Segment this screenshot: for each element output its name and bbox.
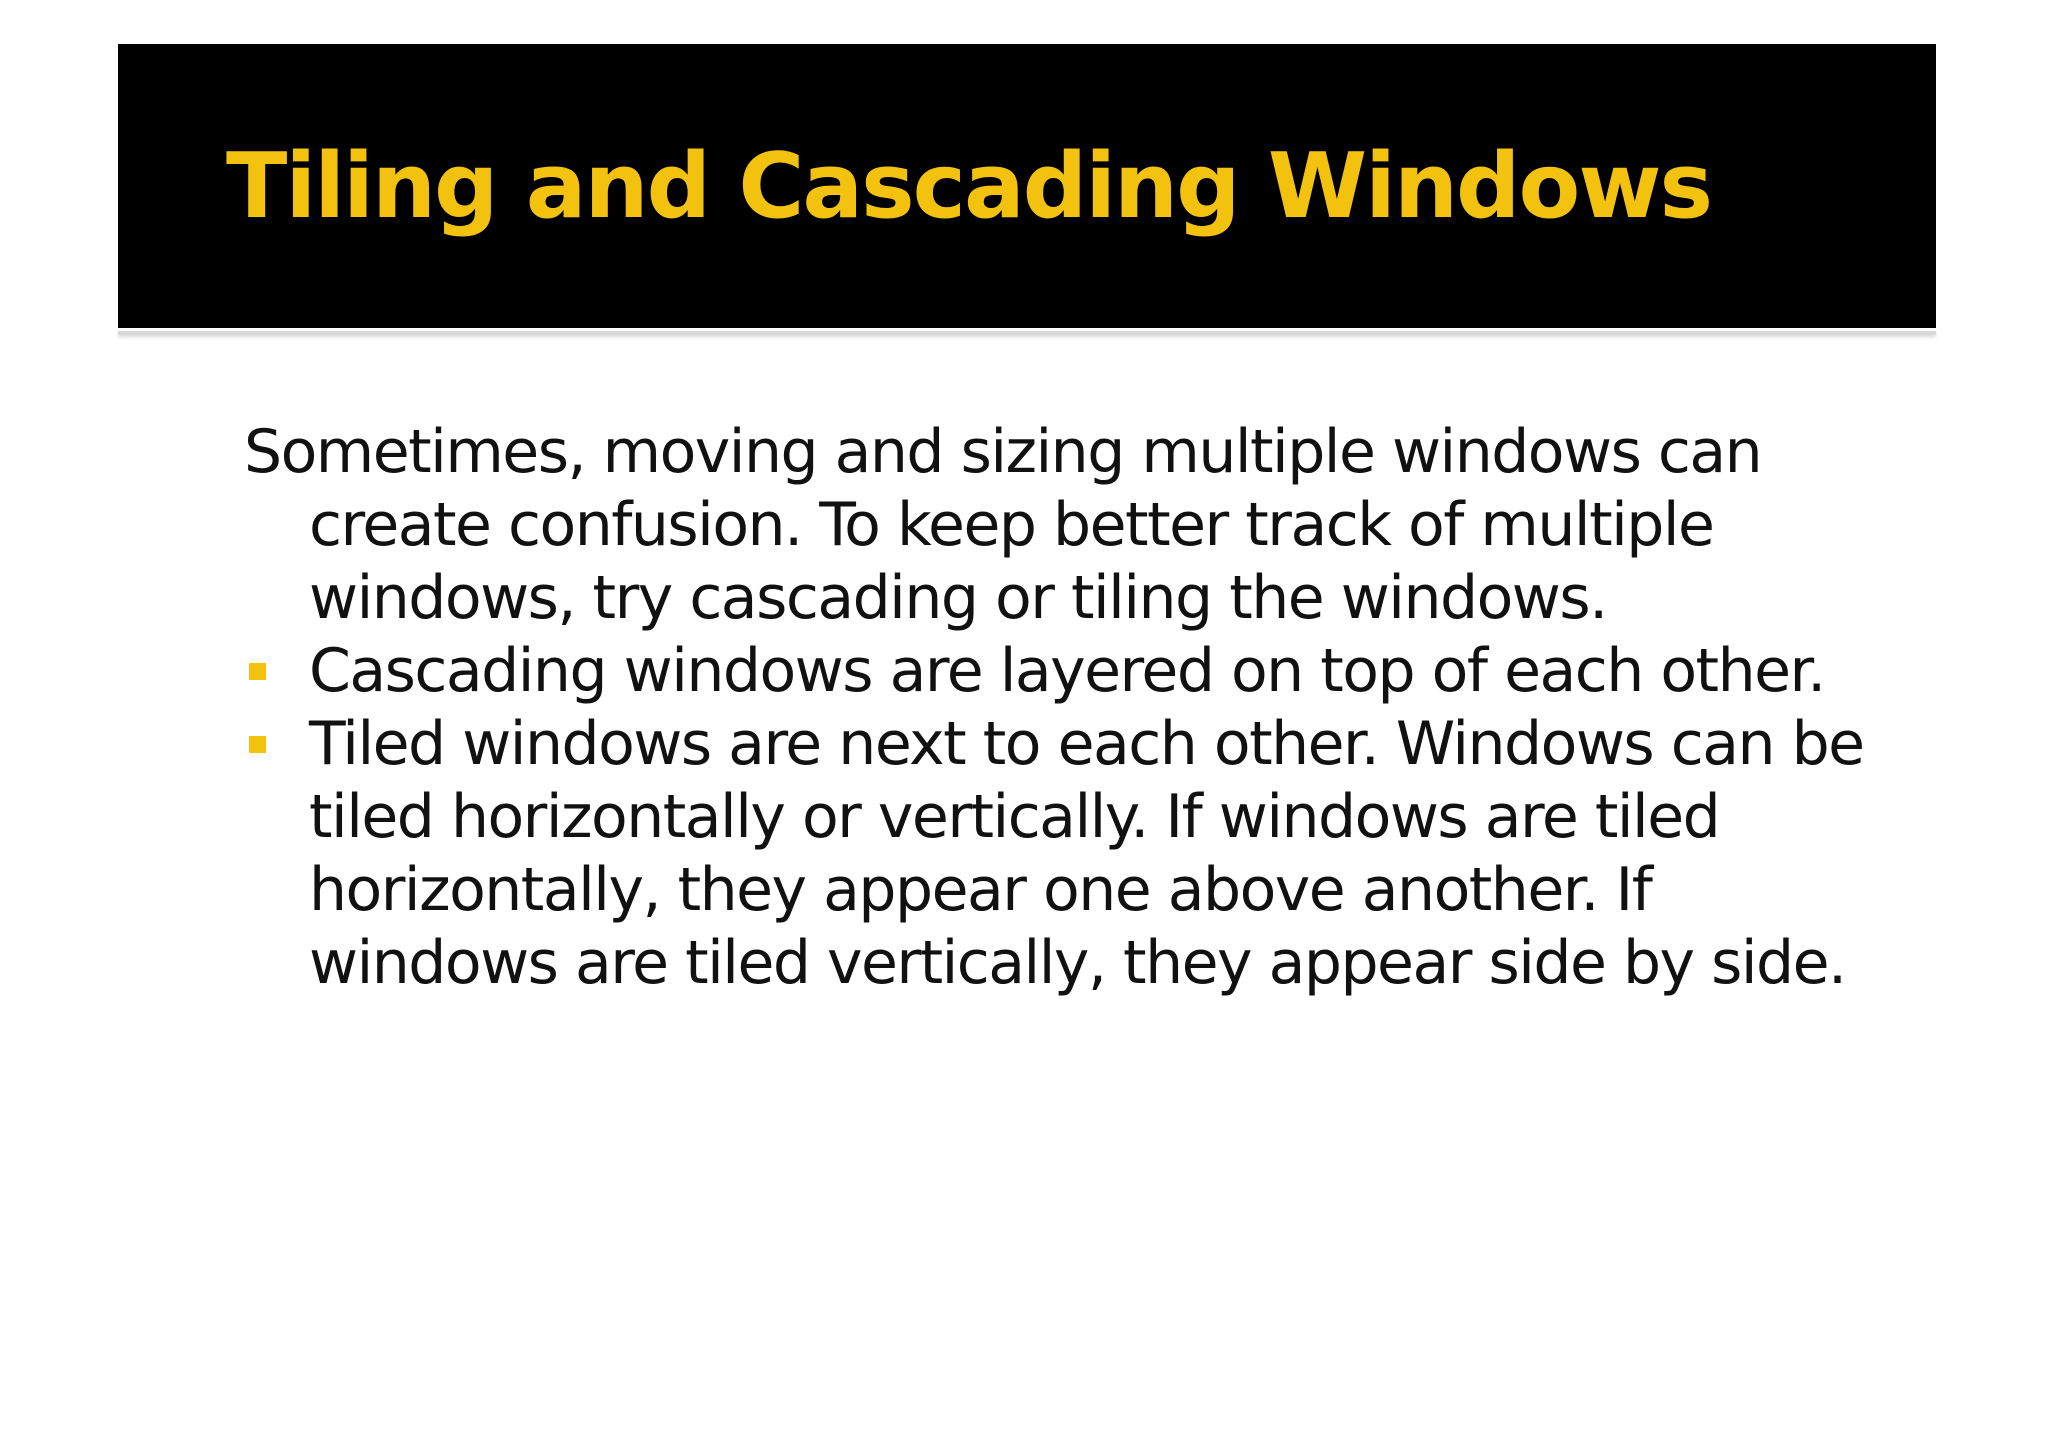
bullet-text: Tiled windows are next to each other. Windows can be tiled horizontally or vertically. If windows are tiled horizontally, they appear one above another. If windows are tiled vertically, they appear side by side. — [309, 709, 1864, 998]
bullet-item-cascading — [244, 635, 1884, 708]
bullet-item-tiled — [244, 708, 1884, 1000]
square-bullet-icon — [249, 736, 266, 753]
slide-title: Tiling and Cascading Windows — [226, 134, 1712, 239]
title-divider — [118, 331, 1936, 335]
square-bullet-icon — [249, 663, 266, 680]
bullet-list — [244, 635, 1884, 1000]
bullet-text: Cascading windows are layered on top of each other. — [309, 636, 1825, 706]
intro-paragraph: Sometimes, moving and sizing multiple windows can create confusion. To keep better track of multiple windows, try cascading or tiling the windows. — [244, 417, 1762, 633]
slide-body — [244, 416, 1884, 1000]
